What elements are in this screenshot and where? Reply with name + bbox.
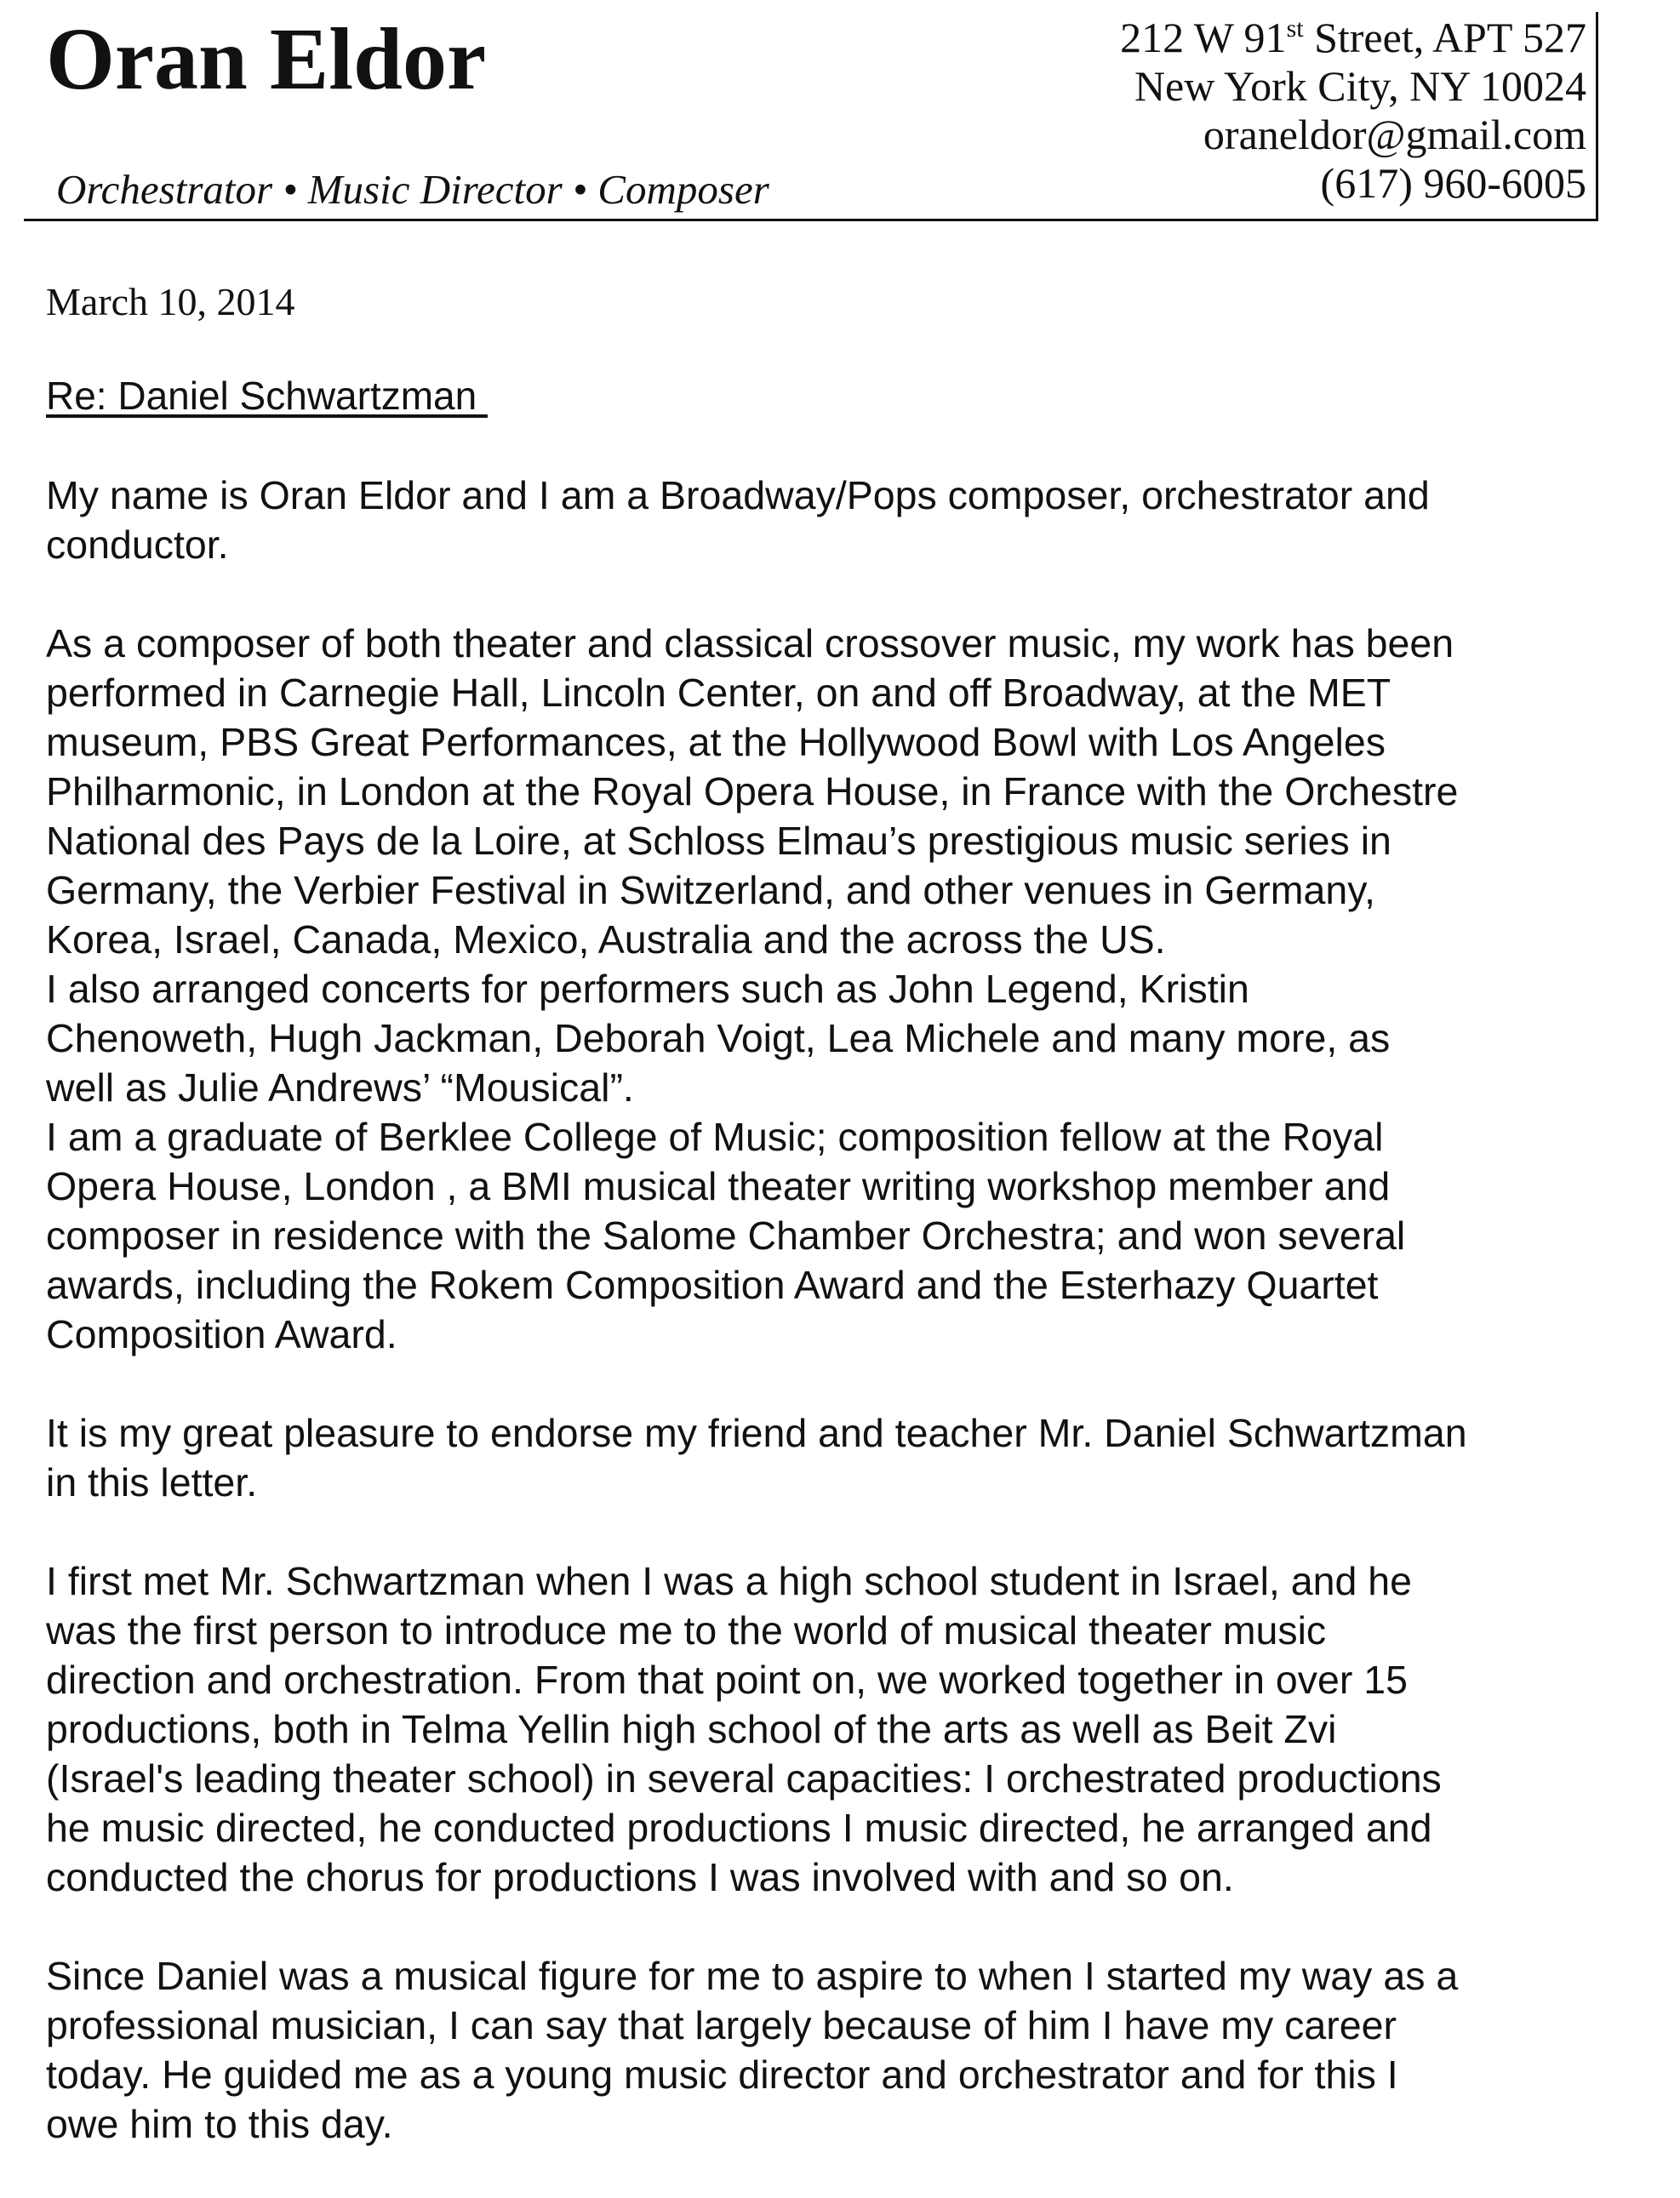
letterhead-address [735,14,1586,208]
paragraph-introduction: My name is Oran Eldor and I am a Broadway/Pops composer, orchestrator and conductor. [46,473,1430,567]
header-vertical-rule [1596,12,1598,221]
paragraph-arrangements: I also arranged concerts for performers such as John Legend, Kristin Chenoweth, Hugh Jackman, Deborah Voigt, Lea Michele and many more, as well as Julie Andrews’ “Mousical”. [46,967,1391,1110]
paragraph-first-meeting: I first met Mr. Schwartzman when I was a high school student in Israel, and he was the first person to introduce me to the world of musical theater music direction and orchestration. From that point on, we worked together in over 15 productions, both in Telma Yellin high school of the arts as well as Beit Zvi (Israel's leading theater school) in several capacities: I orchestrated productions he music directed, he conducted productions I music directed, he arranged and conducted the chorus for productions I was involved with and so on. [46,1559,1442,1899]
paragraph-composer-credits: As a composer of both theater and classical crossover music, my work has been performed in Carnegie Hall, Lincoln Center, on and off Broadway, at the MET museum, PBS Great Performances, at the Hollywood Bowl with Los Angeles Philharmonic, in London at the Royal Opera House, in France with the Orchestre National des Pays de la Loire, at Schloss Elmau’s prestigious music series in Germany, the Verbier Festival in Switzerland, and other venues in Germany, Korea, Israel, Canada, Mexico, Australia and the across the US. [46,621,1459,962]
address-street-suffix-sup: st [1286,14,1304,43]
letter-subject: Re: Daniel Schwartzman [46,374,488,418]
address-phone: (617) 960-6005 [1320,159,1586,207]
header-horizontal-rule [24,219,1598,221]
address-street [735,14,1586,62]
paragraph-endorsement: It is my great pleasure to endorse my friend and teacher Mr. Daniel Schwartzman in this letter. [46,1411,1467,1504]
paragraph-gratitude: Since Daniel was a musical figure for me to aspire to when I started my way as a professional musician, I can say that largely because of him I have my career today. He guided me as a young music director and orchestrator and for this I owe him to this day. [46,1954,1459,2146]
address-city: New York City, NY 10024 [1134,62,1586,110]
letter-date: March 10, 2014 [46,280,295,323]
letter-body [46,471,1646,2198]
letterhead-tagline: Orchestrator • Music Director • Composer [56,166,769,213]
paragraph-education-awards: I am a graduate of Berklee College of Music; composition fellow at the Royal Opera House, London , a BMI musical theater writing workshop member and composer in residence with the Salome Chamber Orchestra; and won several awards, including the Rokem Composition Award and the Esterhazy Quartet Composition Award. [46,1115,1406,1356]
address-street-number: 212 W 91 [1120,14,1287,61]
address-email[interactable]: oraneldor@gmail.com [1203,111,1586,158]
address-street-rest: Street, APT 527 [1303,14,1586,61]
letterhead-name: Oran Eldor [46,10,487,108]
